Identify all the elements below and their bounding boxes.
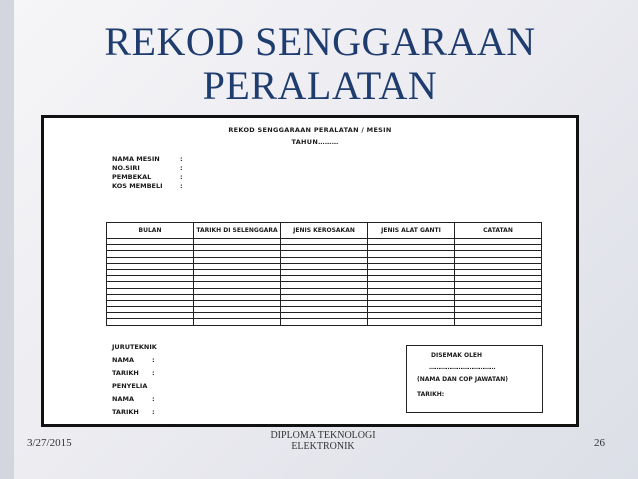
signature-heading: [112, 380, 157, 393]
column-header: JENIS ALAT GANTI: [368, 223, 455, 239]
field-row: [112, 173, 183, 182]
signature-row: [112, 354, 157, 367]
penyelia-label: PENYELIA: [112, 382, 148, 390]
tarikh-label: TARIKH: [112, 408, 139, 416]
form-tahun: TAHUN………: [291, 138, 339, 146]
field-sep: :: [152, 395, 155, 403]
nama-label: NAMA: [112, 395, 134, 403]
column-header: BULAN: [107, 223, 194, 239]
table-cell: [107, 319, 194, 325]
verification-box: [406, 345, 543, 413]
maintenance-record-form-image: [41, 115, 579, 427]
slide-title: [60, 20, 580, 108]
field-row: [112, 182, 183, 191]
disemak-label: DISEMAK OLEH: [431, 352, 483, 359]
technician-signature-block: [112, 341, 157, 419]
field-label: NO.SIRI: [112, 164, 140, 172]
table-body: [107, 239, 542, 326]
table-cell: [368, 319, 455, 325]
field-sep: :: [152, 408, 155, 416]
footer-center-line1: DIPLOMA TEKNOLOGI: [270, 430, 376, 441]
nama-label: NAMA: [112, 356, 134, 364]
field-sep: :: [152, 356, 155, 364]
field-sep: :: [152, 369, 155, 377]
footer-date: 3/27/2015: [27, 437, 72, 449]
tarikh-label: TARIKH:: [417, 391, 445, 398]
field-label: NAMA MESIN: [112, 155, 160, 163]
table-cell: [281, 319, 368, 325]
field-label: KOS MEMBELI: [112, 182, 163, 190]
equipment-info-fields: [112, 155, 183, 191]
field-sep: :: [180, 173, 183, 181]
signature-row: [112, 393, 157, 406]
tarikh-label: TARIKH: [112, 369, 139, 377]
field-row: [112, 164, 183, 173]
table-header-row: [107, 223, 542, 239]
signature-line: ………………………………: [429, 364, 495, 371]
signature-row: [112, 367, 157, 380]
table-row: [107, 319, 542, 325]
field-label: PEMBEKAL: [112, 173, 152, 181]
column-header: CATATAN: [455, 223, 542, 239]
maintenance-log-table: [106, 222, 542, 326]
field-sep: :: [180, 155, 183, 163]
column-header: TARIKH DI SELENGGARA: [194, 223, 281, 239]
footer-center-line2: ELEKTRONIK: [291, 441, 355, 452]
column-header: JENIS KEROSAKAN: [281, 223, 368, 239]
footer-center-text: [238, 430, 408, 452]
field-sep: :: [180, 182, 183, 190]
juruteknik-label: JURUTEKNIK: [112, 343, 157, 351]
slide-title-line1: REKOD SENGGARAAN: [104, 19, 536, 64]
slide-title-line2: PERALATAN: [202, 63, 438, 108]
field-sep: :: [180, 164, 183, 172]
form-title: REKOD SENGGARAAN PERALATAN / MESIN: [228, 126, 392, 134]
nama-cop-label: (NAMA DAN COP JAWATAN): [417, 376, 509, 383]
slide-page-number: 26: [594, 437, 605, 449]
signature-heading: [112, 341, 157, 354]
table-cell: [194, 319, 281, 325]
signature-row: [112, 406, 157, 419]
table-cell: [455, 319, 542, 325]
slide-accent-bar: [0, 0, 14, 479]
field-row: [112, 155, 183, 164]
